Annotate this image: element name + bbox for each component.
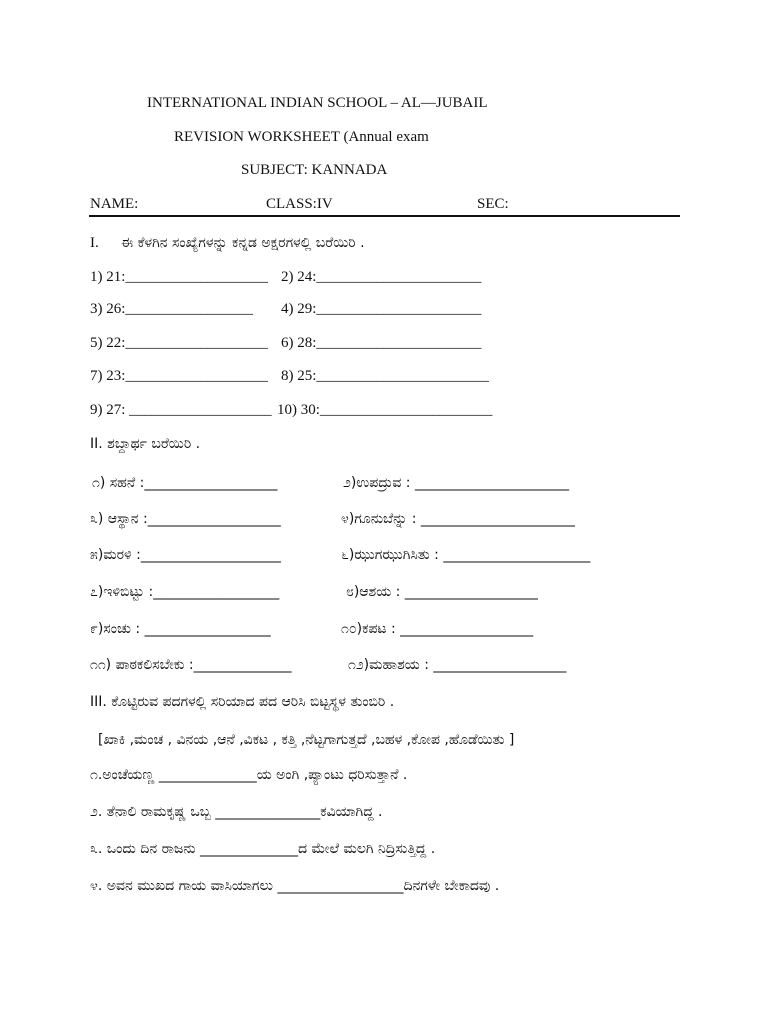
meaning-question-right: ೮)ಆಶಯ : ___________________ [346, 584, 538, 600]
meaning-question-left: ೯)ಸಂಚು : __________________ [90, 621, 271, 637]
meaning-question-left: ೫)ಮರಳಿ :____________________ [90, 547, 281, 563]
number-question-left: 1) 21:___________________ [90, 269, 268, 285]
number-question-right: 2) 24:______________________ [281, 269, 482, 285]
section1-instruction: ಈ ಕೆಳಗಿನ ಸಂಖ್ಯೆಗಳನ್ನು ಕನ್ನಡ ಅಕ್ಷರಗಳಲ್ಲಿ ಬರೆಯಿರಿ . [121, 235, 365, 251]
fill-sentence: ೧.ಅಂಚೆಯಣ್ಣ ______________ಯ ಅಂಗಿ ,ಪ್ಯಾಂಟು ಧರಿಸುತ್ತಾನೆ . [90, 767, 408, 783]
number-question-left: 9) 27: ___________________ [90, 402, 272, 418]
number-question-left: 7) 23:___________________ [90, 368, 268, 384]
fill-sentence: ೨. ತೆನಾಲಿ ರಾಮಕೃಷ್ಣ ಒಬ್ಬ _______________ಕವಿಯಾಗಿದ್ದ . [90, 804, 383, 820]
meaning-question-left: ೧೧) ಪಾಠಕಲಿಸಬೇಕು :______________ [90, 657, 292, 673]
fill-sentence: ೩. ಒಂದು ದಿನ ರಾಜನು ______________ದ ಮೇಲೆ ಮಲಗಿ ನಿದ್ರಿಸುತ್ತಿದ್ದ . [90, 841, 436, 857]
meaning-question-right: ೨)ಉಪದ್ರುವ : ______________________ [343, 475, 569, 491]
subject-title: SUBJECT: KANNADA [241, 162, 388, 178]
section3-heading: III. ಕೊಟ್ಟಿರುವ ಪದಗಳಲ್ಲಿ ಸರಿಯಾದ ಪದ ಆರಿಸಿ ಬಿಟ್ಟಸ್ಥಳ ತುಂಬಿರಿ . [90, 694, 395, 710]
meaning-question-right: ೪)ಗೂನುಬೆನ್ನು : ______________________ [341, 511, 575, 527]
section1-heading: I. [90, 235, 99, 251]
meaning-question-left: ೧) ಸಹನೆ :___________________ [92, 475, 278, 491]
meaning-question-right: ೧೦)ಕಪಟ : ___________________ [341, 621, 534, 637]
number-question-right: 6) 28:______________________ [281, 335, 482, 351]
number-question-left: 3) 26:_________________ [90, 301, 253, 317]
header-divider [89, 215, 680, 217]
word-bank: [ಖಾಕಿ ,ಮಂಚ , ವಿನಯ ,ಆನೆ ,ವಿಕಟ , ಕತ್ತಿ ,ನೆಟ್ಟಗಾಗುತ್ತದೆ ,ಬಹಳ ,ಕೋಪ ,ಹೊಡೆಯಿತು ] [98, 732, 515, 748]
fill-sentence: ೪. ಅವನ ಮುಖದ ಗಾಯ ವಾಸಿಯಾಗಲು __________________ದಿನಗಳೇ ಬೇಕಾದವು . [90, 878, 500, 894]
sec-label: SEC: [477, 196, 509, 212]
number-question-right: 4) 29:______________________ [281, 301, 482, 317]
number-question-left: 5) 22:___________________ [90, 335, 268, 351]
meaning-question-right: ೧೨)ಮಹಾಶಯ : ___________________ [348, 657, 567, 673]
number-question-right: 8) 25:_______________________ [281, 368, 489, 384]
worksheet-title: REVISION WORKSHEET (Annual exam [174, 129, 429, 145]
number-question-right: 10) 30:_______________________ [277, 402, 493, 418]
school-title: INTERNATIONAL INDIAN SCHOOL – AL—JUBAIL [147, 95, 488, 111]
meaning-question-left: ೩) ಆಸ್ಥಾನ :___________________ [90, 511, 281, 527]
name-label: NAME: [90, 196, 139, 212]
class-label: CLASS:IV [266, 196, 333, 212]
meaning-question-left: ೭)ಇಳಿಬಿಟ್ಟು :__________________ [90, 584, 280, 600]
meaning-question-right: ೬)ಝುಗಝುಗಿಸಿತು : _____________________ [341, 547, 591, 563]
section2-heading: II. ಶಬ್ದಾರ್ಥ ಬರೆಯಿರಿ . [90, 436, 201, 452]
